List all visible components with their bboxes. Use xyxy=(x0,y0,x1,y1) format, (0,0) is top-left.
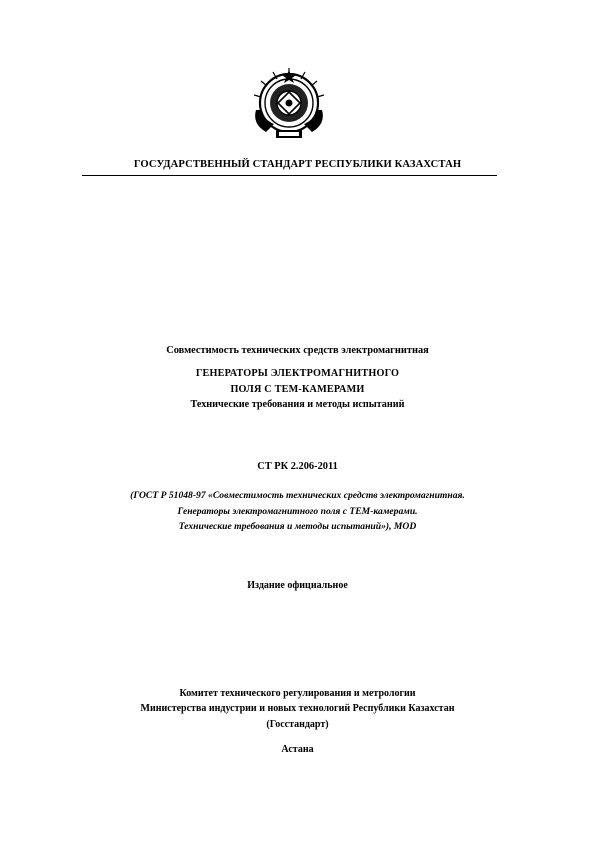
document-title-line-1: ГЕНЕРАТОРЫ ЭЛЕКТРОМАГНИТНОГО xyxy=(195,368,400,379)
reference-line-3: Технические требования и методы испытаний»), MOD xyxy=(178,521,417,532)
publisher-line-1: Комитет технического регулирования и метрологии xyxy=(179,688,416,699)
standard-type-header: ГОСУДАРСТВЕННЫЙ СТАНДАРТ РЕСПУБЛИКИ КАЗАХСТАН xyxy=(133,159,462,170)
publisher-line-2: Министерства индустрии и новых технологий Республики Казахстан xyxy=(140,703,455,714)
document-subject: Совместимость технических средств электромагнитная xyxy=(166,345,429,356)
standard-designation: СТ РК 2.206-2011 xyxy=(257,461,338,472)
reference-line-2: Генераторы электромагнитного поля с ТЕМ-камерами. xyxy=(177,506,418,517)
header-divider xyxy=(82,175,497,176)
publisher-line-3: (Госстандарт) xyxy=(266,719,329,730)
publication-city: Астана xyxy=(281,744,314,755)
edition-label: Издание официальное xyxy=(247,580,348,591)
document-title-line-2: ПОЛЯ С ТЕМ-КАМЕРАМИ xyxy=(230,384,365,395)
reference-line-1: (ГОСТ Р 51048-97 «Совместимость технических средств электромагнитная. xyxy=(130,490,465,501)
state-emblem-icon xyxy=(248,66,330,142)
document-subtitle: Технические требования и методы испытаний xyxy=(190,399,405,410)
